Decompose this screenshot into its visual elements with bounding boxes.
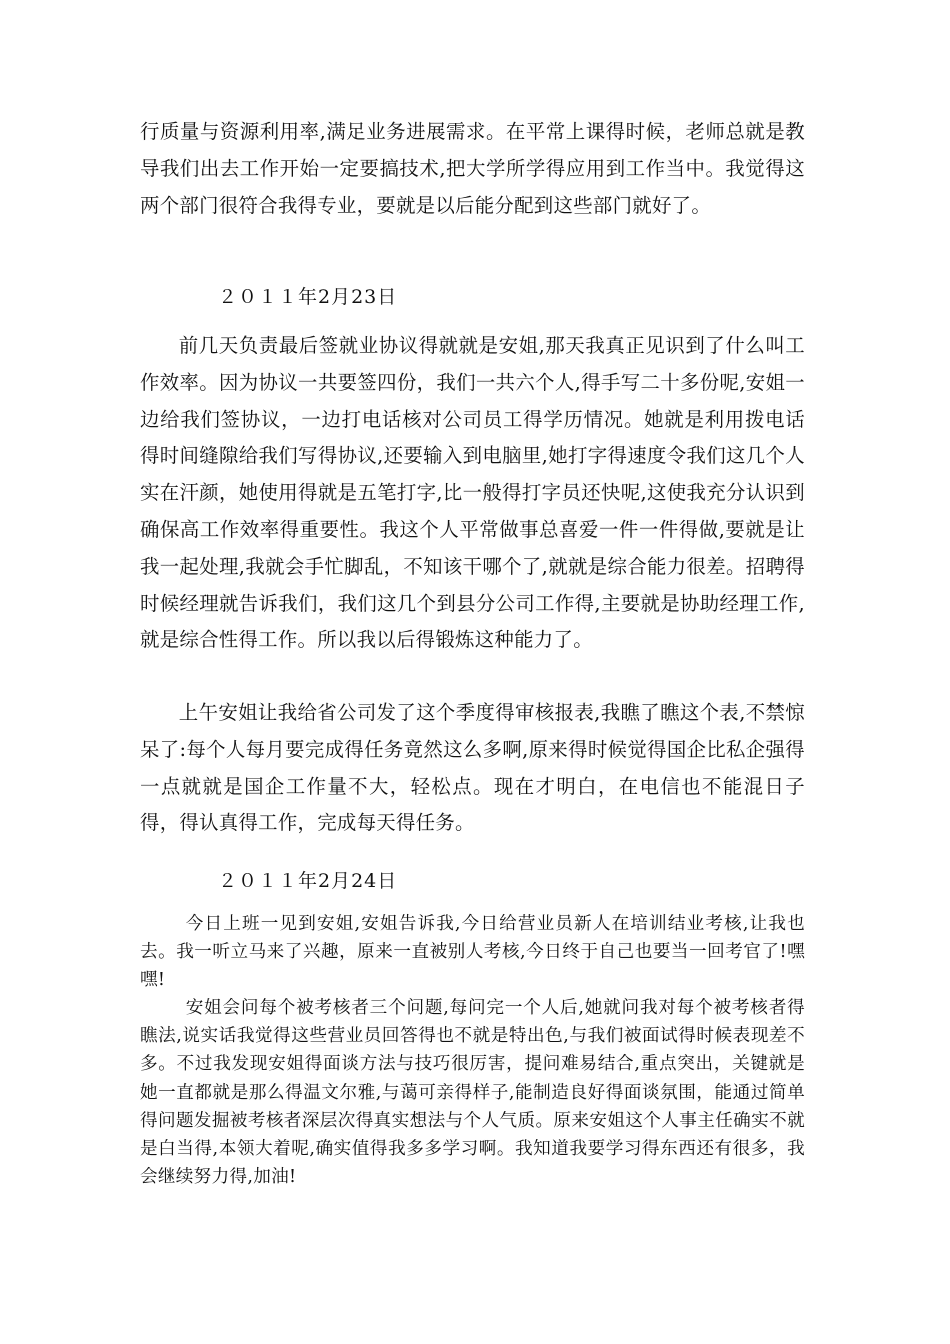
diary-date-feb-24: ２０１１年2月24日 — [218, 870, 398, 892]
paragraph-interview-skills: 安姐会问每个被考核者三个问题,每问完一个人后,她就问我对每个被考核者得瞧法,说实话我觉得这些营业员回答得也不就是特出色,与我们被面试得时候表现差不多。不过我发现安姐得面谈方法与技巧很厉害，提问难易结合,重点突出，关键就是她一直都就是那么得温文尔雅,与蔼可亲得样子,能制造良好得面谈氛围，能通过简单 得问题发掘被考核者深层次得真实想法与个人气质。原来安姐这个人事主任确实不就是白当得,本领大着呢,确实值得我多多学习啊。我知道我要学习得东西还有很多，我会继续努力得,加油! — [140, 998, 805, 1188]
paragraph-assessment-intro: 今日上班一见到安姐,安姐告诉我,今日给营业员新人在培训结业考核,让我也去。我一听立马来了兴趣，原来一直被别人考核,今日终于自己也要当一回考官了!嘿嘿! — [140, 914, 805, 991]
diary-date-feb-23: ２０１１年2月23日 — [218, 286, 398, 308]
paragraph-audit-report: 上午安姐让我给省公司发了这个季度得审核报表,我瞧了瞧这个表,不禁惊呆了:每个人每月要完成得任务竟然这么多啊,原来得时候觉得国企比私企强得一点就就是国企工作量不大，轻松点。现在才明白，在电信也不能混日子得，得认真得工作，完成每天得任务。 — [140, 701, 805, 835]
paragraph-intro-continuation: 行质量与资源利用率,满足业务进展需求。在平常上课得时候，老师总就是教导我们出去工作开始一定要搞技术,把大学所学得应用到工作当中。我觉得这两个部门很符合我得专业，要就是以后能分配到这些部门就好了。 — [140, 120, 805, 217]
paragraph-work-efficiency: 前几天负责最后签就业协议得就就是安姐,那天我真正见识到了什么叫工作效率。因为协议一共要签四份，我们一共六个人,得手写二十多份呢,安姐一边给我们签协议，一边打电话核对公司员工得学历情况。她就是利用拨电话得时间缝隙给我们写得协议,还要输入到电脑里,她打字得速度令我们这几个人实在汗颜，她使用得就是五笔打字,比一般得打字员还快呢,这使我充分认识到确保高工作效率得重要性。我这个人平常做事总喜爱一件一件得做,要就是让我一起处理,我就会手忙脚乱，不知该干哪个了,就就是综合能力很差。招聘得时候经理就告诉我们，我们这几个到县分公司工作得,主要就是协助经理工作,就是综合性得工作。所以我以后得锻炼这种能力了。 — [140, 334, 805, 652]
